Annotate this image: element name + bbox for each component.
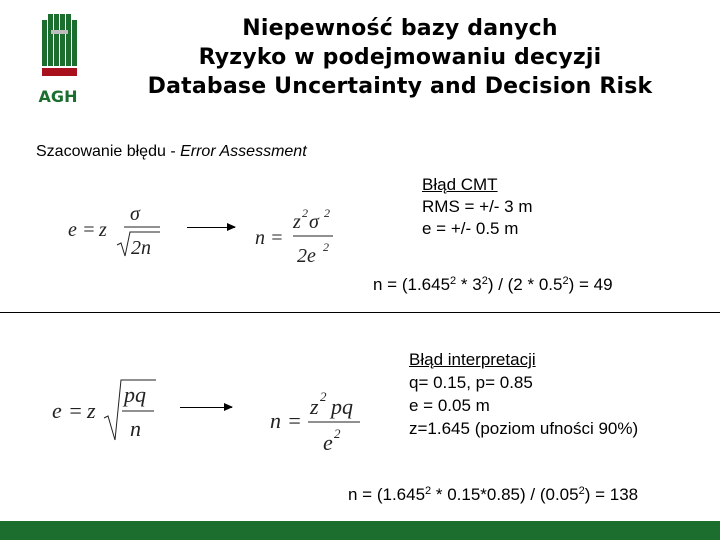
f1r-z: z — [293, 211, 301, 233]
title-line-1: Niepewność bazy danych — [242, 16, 558, 41]
f2r-lhs: n — [270, 408, 281, 433]
interp-calculation: $n = (1.645^2 * 0.15*0.85) / (0.05^2) = 138$ — [348, 485, 639, 504]
cmt-heading: Błąd CMT — [422, 175, 498, 194]
f1r-den: 2e — [297, 245, 316, 267]
cmt-notes — [422, 174, 533, 240]
section-subtitle — [36, 143, 307, 161]
title-line-3: Database Uncertainty and Decision Risk — [147, 74, 653, 99]
f2r-z: z — [310, 394, 319, 419]
subtitle-italic: Error Assessment — [180, 143, 307, 160]
f2-numerator: pq — [124, 382, 146, 407]
arrow-1 — [187, 227, 235, 228]
arrow-2 — [180, 407, 232, 408]
agh-logo — [28, 10, 88, 110]
f1-z: z — [99, 219, 107, 241]
f2-eq: = — [68, 398, 83, 423]
interp-notes — [409, 348, 638, 440]
formula-error-pq — [52, 378, 162, 444]
interp-e: e = 0.05 m — [409, 396, 490, 415]
f1r-eq: = — [270, 227, 284, 249]
f1-lhs: e — [68, 219, 77, 241]
f1-eq: = — [82, 219, 96, 241]
interp-z: z=1.645 (poziom ufności 90%) — [409, 419, 639, 438]
formula-sample-size-2 — [268, 386, 368, 456]
interp-qp: q= 0.15, p= 0.85 — [409, 373, 533, 392]
interp-heading: Błąd interpretacji — [409, 350, 536, 369]
f2r-pq: pq — [331, 394, 353, 419]
title-line-2: Ryzyko w podejmowaniu decyzji — [198, 45, 602, 70]
cmt-rms: RMS = +/- 3 m — [422, 197, 533, 216]
f2-lhs: e — [52, 398, 62, 423]
f1r-lhs: n — [255, 227, 265, 249]
f2r-den: e — [323, 430, 333, 455]
formula-sample-size-1 — [253, 200, 343, 268]
f2-z: z — [87, 398, 96, 423]
formula-error-sigma — [68, 200, 168, 262]
f2r-den-exp: 2 — [334, 426, 341, 441]
section-divider — [0, 312, 720, 313]
f1r-den-exp: 2 — [323, 240, 329, 254]
f2r-z-exp: 2 — [320, 389, 327, 404]
footer-bar — [0, 521, 720, 540]
agh-logo-graphic — [28, 10, 88, 110]
f2-denominator: n — [130, 416, 141, 441]
f1r-sigma: σ — [309, 211, 319, 233]
subtitle-prefix: Szacowanie błędu - — [36, 143, 181, 160]
f1-denominator: 2n — [131, 237, 151, 259]
f1r-sigma-exp: 2 — [324, 206, 330, 220]
agh-logo-text: AGH — [38, 87, 78, 106]
cmt-e: e = +/- 0.5 m — [422, 219, 519, 238]
f1-numerator: σ — [130, 203, 140, 225]
cmt-calculation: $n = (1.645^2 * 3^2) / (2 * 0.5^2) = 49$ — [373, 275, 613, 294]
f1r-z-exp: 2 — [302, 206, 308, 220]
f2r-eq: = — [287, 408, 302, 433]
